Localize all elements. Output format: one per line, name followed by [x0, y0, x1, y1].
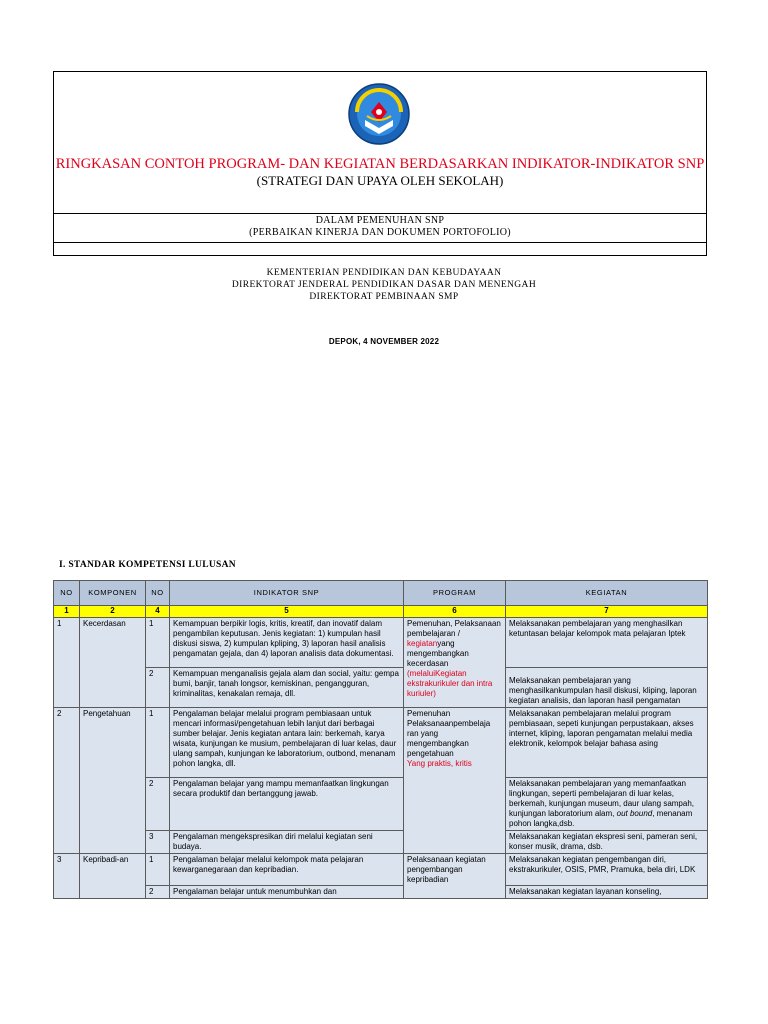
item-no: 1: [146, 854, 170, 886]
item-kegiatan: [506, 778, 708, 831]
header-no: NO: [54, 581, 80, 606]
table-row: [54, 668, 708, 708]
divider: [54, 213, 706, 214]
column-number: 1: [54, 606, 80, 618]
cover-frame: [53, 71, 707, 256]
row-komponen: Kepribadi-an: [80, 854, 146, 899]
table-row: [54, 708, 708, 778]
table-row: [54, 854, 708, 886]
kegiatan-italic: out bound: [616, 809, 653, 818]
program-highlight: (melaluiKegiatan ekstrakurikuler dan intra kuriuler): [407, 669, 493, 698]
row-komponen: Pengetahuan: [80, 708, 146, 854]
item-indikator: Pengalaman belajar melalui kelompok mata pelajaran kewarganegaraan dan kepribadian.: [170, 854, 404, 886]
program-text: yang mengembangkan kecerdasan: [407, 639, 469, 668]
column-number: 7: [506, 606, 708, 618]
row-program: [404, 708, 506, 854]
item-no: 2: [146, 778, 170, 831]
kegiatan-text: Melaksanakan pembelajaran yang memanfaatkan lingkungan, seperti pembelajaran di luar kelas, berkemah, kunjungan museum, daur ulang sampah, kunjungan laboratorium alam,: [509, 779, 694, 818]
column-number: 2: [80, 606, 146, 618]
program-text: Pemenuhan Pelaksanaanpembelaja ran yang mengembangkan pengetahuan: [407, 709, 491, 758]
item-indikator: Kemampuan menganalisis gejala alam dan social, yaitu: gempa bumi, banjir, tanah longsor, kemiskinan, pengangguran, kriminalitas, kenakalan remaja, dll.: [170, 668, 404, 708]
item-no: 1: [146, 618, 170, 668]
program-highlight: kegiatan: [407, 639, 438, 648]
item-no: 2: [146, 886, 170, 899]
cover-subtitle: (STRATEGI DAN UPAYA OLEH SEKOLAH): [256, 173, 504, 188]
row-program: Pelaksanaan kegiatan pengembangan kepribadian: [404, 854, 506, 899]
document-date: DEPOK, 4 NOVEMBER 2022: [328, 337, 440, 346]
column-number: 5: [170, 606, 404, 618]
column-number: 4: [146, 606, 170, 618]
table-row: [54, 778, 708, 831]
column-number-row: [54, 606, 708, 618]
item-indikator: Pengalaman belajar untuk menumbuhkan dan: [170, 886, 404, 899]
divider: [54, 242, 706, 243]
header-indikator: INDIKATOR SNP: [170, 581, 404, 606]
row-komponen: Kecerdasan: [80, 618, 146, 708]
item-indikator: Pengalaman mengekspresikan diri melalui kegiatan seni budaya.: [170, 831, 404, 854]
cover-title: RINGKASAN CONTOH PROGRAM- DAN KEGIATAN BERDASARKAN INDIKATOR-INDIKATOR SNP: [55, 156, 705, 172]
header-komponen: KOMPONEN: [80, 581, 146, 606]
row-no: 1: [54, 618, 80, 708]
row-no: 3: [54, 854, 80, 899]
item-kegiatan: Melaksanakan kegiatan ekspresi seni, pameran seni, konser musik, drama, dsb.: [506, 831, 708, 854]
kegiatan-text: , menanam pohon langka,dsb.: [509, 809, 693, 828]
item-no: 1: [146, 708, 170, 778]
item-no: 3: [146, 831, 170, 854]
row-no: 2: [54, 708, 80, 854]
table-row: [54, 618, 708, 668]
column-number: 6: [404, 606, 506, 618]
ministry-line-1: KEMENTERIAN PENDIDIKAN DAN KEBUDAYAAN: [266, 268, 502, 278]
header-program: PROGRAM: [404, 581, 506, 606]
item-kegiatan: Melaksanakan pembelajaran yang menghasilkankumpulan hasil diskusi, kliping, laporan kegiatan analisis, dan laporan hasil pengamatan: [506, 668, 708, 708]
item-kegiatan: Melaksanakan pembelajaran melalui program pembiasaan, sepeti kunjungan perpustakaan, akses internet, kliping, laporan pengamatan melalui media elektronik, kelompok belajar bahasa asing: [506, 708, 708, 778]
table-row: [54, 886, 708, 899]
box-line-2: (PERBAIKAN KINERJA DAN DOKUMEN PORTOFOLIO): [249, 227, 511, 238]
header-no-2: NO: [146, 581, 170, 606]
program-highlight: Yang praktis, kritis: [407, 759, 472, 768]
table-row: [54, 831, 708, 854]
program-text: Pemenuhan, Pelaksanaan pembelajaran /: [407, 619, 501, 638]
header-kegiatan: KEGIATAN: [506, 581, 708, 606]
ministry-line-3: DIREKTORAT PEMBINAAN SMP: [309, 292, 459, 302]
row-program: [404, 618, 506, 708]
item-no: 2: [146, 668, 170, 708]
item-indikator: Pengalaman belajar melalui program pembiasaan untuk mencari informasi/pengetahuan lebih lanjut dari berbagai sumber belajar. Jenis kegiatan antara lain: berkemah, karya wisata, kunjungan ke musium, pembelajaran di luar kelas, daur ulang sampah, kunjungan ke laboratorium, outbond, menanam pohon langka, dll.: [170, 708, 404, 778]
item-indikator: Pengalaman belajar yang mampu memanfaatkan lingkungan secara produktif dan bertanggung jawab.: [170, 778, 404, 831]
snp-table: [53, 580, 708, 899]
item-kegiatan: Melaksanakan kegiatan pengembangan diri, ekstrakurikuler, OSIS, PMR, Pramuka, bela diri, LDK: [506, 854, 708, 886]
table-header-row: [54, 581, 708, 606]
box-line-1: DALAM PEMENUHAN SNP: [315, 215, 445, 226]
ministry-line-2: DIREKTORAT JENDERAL PENDIDIKAN DASAR DAN MENENGAH: [231, 280, 537, 290]
item-indikator: Kemampuan berpikir logis, kritis, kreatif, dan inovatif dalam pengambilan keputusan. Jenis kegiatan: 1) kumpulan hasil diskusi siswa, 2) kumpulan kpliping, 3) laporan hasil analisis pengamatan gejala, dan 4) laporan analisis data dokumentasi.: [170, 618, 404, 668]
section-title: I. STANDAR KOMPETENSI LULUSAN: [59, 560, 236, 570]
tut-wuri-handayani-logo: [347, 82, 411, 146]
item-kegiatan: Melaksanakan kegiatan layanan konseling,: [506, 886, 708, 899]
item-kegiatan: Melaksanakan pembelajaran yang menghasilkan ketuntasan belajar kelompok mata pelajaran Iptek: [506, 618, 708, 668]
